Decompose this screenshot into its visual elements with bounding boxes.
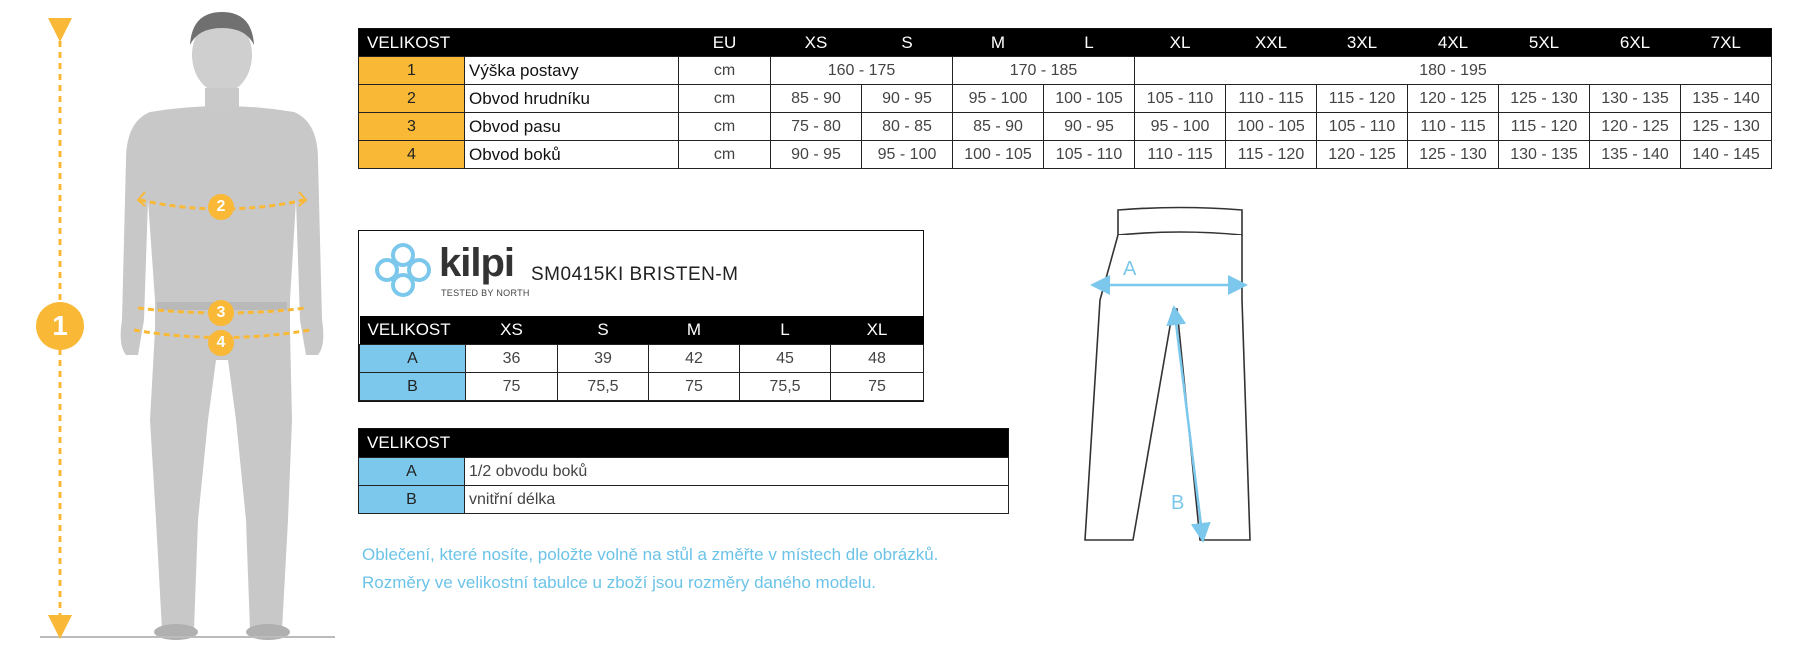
header-size: XL (831, 316, 924, 345)
brand-name: kilpi (439, 241, 515, 285)
row-unit: cm (679, 113, 771, 141)
row-unit: cm (679, 57, 771, 85)
product-code: SM0415KI BRISTEN-M (531, 264, 739, 285)
row-description: vnitřní délka (465, 486, 1009, 514)
row-key: B (359, 486, 465, 514)
table-cell: 85 - 90 (953, 113, 1044, 141)
table-cell: 160 - 175 (771, 57, 953, 85)
table-row (359, 141, 1772, 169)
header-size: S (862, 29, 953, 57)
table-cell: 105 - 110 (1044, 141, 1135, 169)
table-cell: 100 - 105 (953, 141, 1044, 169)
product-header (359, 231, 923, 316)
brand-tagline: TESTED BY NORTH (441, 288, 530, 298)
table-cell: 90 - 95 (1044, 113, 1135, 141)
row-number: 3 (359, 113, 465, 141)
table-cell: 75 (649, 373, 740, 401)
header-size: 6XL (1590, 29, 1681, 57)
header-velikost: VELIKOST (360, 316, 466, 345)
table-cell: 125 - 130 (1681, 113, 1772, 141)
table-cell: 95 - 100 (953, 85, 1044, 113)
row-label: Obvod hrudníku (465, 85, 679, 113)
table-cell: 90 - 95 (862, 85, 953, 113)
table-cell: 120 - 125 (1590, 113, 1681, 141)
marker-1: 1 (36, 302, 84, 350)
marker-2: 2 (208, 194, 234, 220)
header-size: 7XL (1681, 29, 1772, 57)
header-velikost: VELIKOST (359, 429, 1009, 458)
header-eu: EU (679, 29, 771, 57)
product-size-table (359, 316, 924, 401)
table-cell: 42 (649, 345, 740, 373)
table-cell: 105 - 110 (1317, 113, 1408, 141)
table-cell: 135 - 140 (1590, 141, 1681, 169)
product-table-header (360, 316, 924, 345)
table-cell: 170 - 185 (953, 57, 1135, 85)
pants-label-a: A (1123, 258, 1137, 280)
header-size: XL (1135, 29, 1226, 57)
table-cell: 130 - 135 (1499, 141, 1590, 169)
table-cell: 95 - 100 (1135, 113, 1226, 141)
header-size: XS (466, 316, 558, 345)
header-size: L (740, 316, 831, 345)
row-number: 2 (359, 85, 465, 113)
header-size: XXL (1226, 29, 1317, 57)
table-cell: 120 - 125 (1317, 141, 1408, 169)
table-row (359, 57, 1772, 85)
table-row (359, 486, 1009, 514)
table-cell: 75 (466, 373, 558, 401)
table-row (359, 113, 1772, 141)
marker-4: 4 (208, 330, 234, 356)
marker-3: 3 (208, 300, 234, 326)
row-number: 4 (359, 141, 465, 169)
row-description: 1/2 obvodu boků (465, 458, 1009, 486)
header-size: 4XL (1408, 29, 1499, 57)
header-size: L (1044, 29, 1135, 57)
table-cell: 135 - 140 (1681, 85, 1772, 113)
table-cell: 80 - 85 (862, 113, 953, 141)
table-cell: 115 - 120 (1226, 141, 1317, 169)
table-cell: 36 (466, 345, 558, 373)
size-chart-header (359, 29, 1772, 57)
table-row (360, 373, 924, 401)
row-label: Výška postavy (465, 57, 679, 85)
row-number: 1 (359, 57, 465, 85)
row-label: Obvod pasu (465, 113, 679, 141)
table-row (360, 345, 924, 373)
table-row (359, 85, 1772, 113)
table-cell: 45 (740, 345, 831, 373)
header-size: M (953, 29, 1044, 57)
table-cell: 75 - 80 (771, 113, 862, 141)
header-size: 5XL (1499, 29, 1590, 57)
size-chart-table (358, 28, 1772, 169)
table-cell: 100 - 105 (1226, 113, 1317, 141)
table-cell: 110 - 115 (1226, 85, 1317, 113)
table-cell: 180 - 195 (1135, 57, 1772, 85)
header-size: 3XL (1317, 29, 1408, 57)
pants-label-b: B (1171, 492, 1185, 514)
row-key: A (359, 458, 465, 486)
table-cell: 115 - 120 (1317, 85, 1408, 113)
instruction-note: Oblečení, které nosíte, položte volně na stůl a změřte v místech dle obrázků. (362, 545, 939, 564)
header-velikost: VELIKOST (359, 29, 679, 57)
table-cell: 75 (831, 373, 924, 401)
legend-header (359, 429, 1009, 458)
kilpi-logo-icon (373, 239, 433, 301)
table-cell: 140 - 145 (1681, 141, 1772, 169)
table-cell: 120 - 125 (1408, 85, 1499, 113)
table-cell: 130 - 135 (1590, 85, 1681, 113)
table-cell: 48 (831, 345, 924, 373)
header-size: S (558, 316, 649, 345)
table-cell: 125 - 130 (1499, 85, 1590, 113)
row-unit: cm (679, 85, 771, 113)
table-row (359, 458, 1009, 486)
row-unit: cm (679, 141, 771, 169)
table-cell: 125 - 130 (1408, 141, 1499, 169)
table-cell: 75,5 (740, 373, 831, 401)
row-label: Obvod boků (465, 141, 679, 169)
instruction-note: Rozměry ve velikostní tabulce u zboží jsou rozměry daného modelu. (362, 573, 877, 592)
table-cell: 85 - 90 (771, 85, 862, 113)
table-cell: 100 - 105 (1044, 85, 1135, 113)
table-cell: 105 - 110 (1135, 85, 1226, 113)
header-size: M (649, 316, 740, 345)
table-cell: 75,5 (558, 373, 649, 401)
row-key: A (360, 345, 466, 373)
table-cell: 115 - 120 (1499, 113, 1590, 141)
row-key: B (360, 373, 466, 401)
table-cell: 110 - 115 (1408, 113, 1499, 141)
product-size-box (358, 230, 924, 402)
table-cell: 95 - 100 (862, 141, 953, 169)
table-cell: 90 - 95 (771, 141, 862, 169)
header-size: XS (771, 29, 862, 57)
measurement-legend-table (358, 428, 1009, 514)
table-cell: 110 - 115 (1135, 141, 1226, 169)
table-cell: 39 (558, 345, 649, 373)
